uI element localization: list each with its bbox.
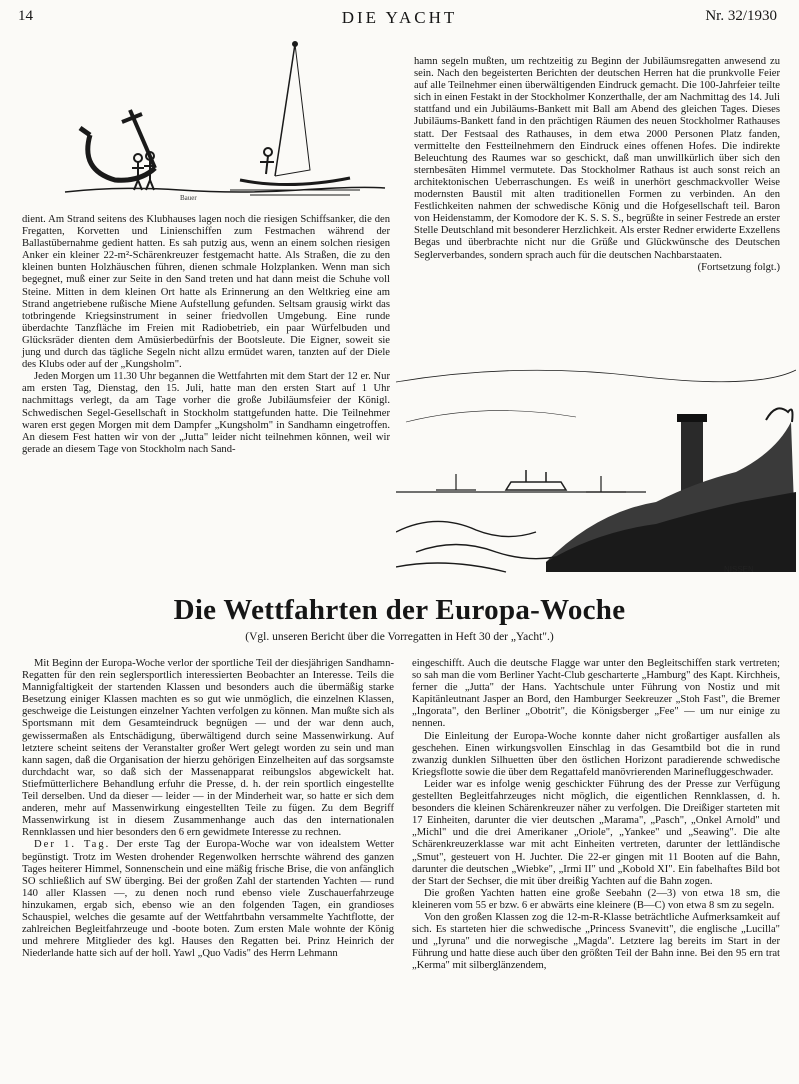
day-label: Der 1. Tag.	[34, 839, 111, 851]
bottom-right-column	[412, 658, 780, 972]
paragraph: eingeschifft. Auch die deutsche Flagge war unter den Begleitschiffen stark vertreten; so sah man die vom Berliner Yacht-Club gescharterte „Hamburg" des Kapt. Kirchheis, ferner die „Jutta" der Hans. Yachtschule unter Führung von Nostiz und mit Kapitänleutnant Jasper an Bord, den Hamburger Seekreuzer „Stoh Fast", die Bremer „Ingorata", den Berliner „Obotrit", die Königsberger „Fee" — um nur einige zu nennen.	[412, 658, 780, 730]
paragraph: Die Einleitung der Europa-Woche konnte daher nicht großartiger ausfallen als geschehen. Einen wirkungsvollen Einschlag in das Gesamtbild bot die in rund zwanzig dunklen Silhuetten über den östlichen Horizont paradierende schwedische Kriegsflotte sowie die über dem Regattafeld manövrierenden Marinefluggeschwader.	[412, 730, 780, 778]
paragraph: Mit Beginn der Europa-Woche verlor der sportliche Teil der diesjährigen Sandhamn-Regatten für den rein seglersportlich interessierten Beobachter an Interesse. Teils die Mannigfaltigkeit der startenden Klassen und besonders auch die übermäßig starke Besetzung einiger Klassen machten es so gut wie unmöglich, die einzelnen Klassen, geschweige die Leistungen einzelner Yachten verfolgen zu können. Man mußte sich als Sportsmann mit dem Gesamteindruck begnügen — und der war denn auch, gewissermaßen als Entschädigung, überwältigend durch seine Massenwirkung. Auf letztere scheint seitens der Veranstalter großer Wert gelegt worden zu sein und man kann sagen, daß die Organisation der hierzu gehörigen Einzelheiten auf das sorgsamste durchdacht war, so daß sich der Massenapparat reibungslos abgewickelt hat. Stiefmütterlichere Behandlung erfuhr die Presse, d. h. der rein sportlich eingestellte Teil derselben. Und da dieser — leider — in der Minderheit war, so hatte er sich dem anderen, mehr auf Massenwirkung eingestellten Teile zu fügen. Zu dem Begriff Massenwirkung ist in diesem Zusammenhange auch das den internationalen Rennklassen und hier besonders den 6 ern gewidmete Interesse zu rechnen.	[22, 658, 394, 839]
continuation-note: (Fortsetzung folgt.)	[697, 261, 780, 273]
sketch-signature: Bauer	[180, 194, 197, 202]
sailing-sketch-illustration	[60, 40, 390, 210]
harbor-signature: NISSEN	[724, 565, 754, 574]
paragraph: dient. Am Strand seitens des Klubhauses lagen noch die riesigen Schiffsanker, die den Fregatten, Korvetten und Linienschiffen zum Festmachen während der Ballastübernahme gedient hatten. Es sah putzig aus, wenn an einem solchen riesigen Anker ein kleiner 22-m²-Schärenkreuzer festgemacht hatte. Als Straßen, die zu den kleinen bunten Holzhäuschen führen, dienen schmale Holzplanken. Wenn man sich begegnet, muß einer zur Seite in den Sand treten und hat dann meist die Schuhe voll Steine. Mitten in dem kleinen Ort hatte als Erinnerung an den Weltkrieg eine am Strand angetriebene rußische Miene Aufstellung gefunden. Seltsam grausig wirkt das totbringende Kriegsinstrument in seiner friedvollen Umgebung. Eine runde überdachte Tanzfläche im Freien mit Radiobetrieb, ein paar Würfelbuden und Glücksräder dienten dem Amüsierbedürfnis der Bootsleute. Die Eigner, soweit sie jung und durch das tägliche Segeln nicht allzu ermüdet waren, tanzten auf der Diele des Klubs oder auf der „Kungsholm".	[22, 214, 390, 371]
article-headline: Die Wettfahrten der Europa-Woche	[173, 594, 626, 626]
paragraph: Die großen Yachten hatten eine große Seebahn (2—3) von etwa 18 sm, die kleineren vom 55 er bzw. 6 er abwärts eine kleinere (B—C) von etwa 8 sm zu segeln.	[412, 887, 780, 911]
harbor-illustration	[396, 362, 796, 582]
top-right-column	[414, 56, 780, 274]
top-left-column	[22, 214, 390, 456]
paragraph: Von den großen Klassen zog die 12-m-R-Klasse beträchtliche Aufmerksamkeit auf sich. Es starteten hier die schwedische „Princess Svanevitt", die englische „Lucilla" und „Iyruna" und die norwegische „Magda". Letztere lag bereits im Start in der Führung und hatte diese auch über den größten Teil der Bahn inne. Bei den 95 ern trat „Kerma" mit silberglänzendem,	[412, 911, 780, 972]
sailboat-anchor-sketch	[60, 40, 390, 210]
harbor-drawing	[396, 362, 796, 582]
paragraph: Der erste Tag der Europa-Woche war von idealstem Wetter begünstigt. Trotz im Westen drohender Regenwolken herrschte während des ganzen Tages heiterer Himmel, Sonnenschein und eine mäßig frische Brise, die von anfänglich SO schließlich auf SW überging. Bei der großen Zahl der startenden Yachten — rund 140 aller Klassen —, zu denen noch rund ebenso viele Zuschauerfahrzeuge hinzukamen, ergab sich, ebenso wie an den folgenden Tagen, ein grandioses Schauspiel, welches die gesamte auf der Wettfahrtbahn versammelte Yachtflotte, der zahlreichen Begleitfahrzeuge und -boote boten. Zum ersten Male wohnte der König und mehrere Mitglieder des kgl. Hauses den Regatten bei. Prinz Heinrich der Niederlande hatte sich auf der holl. Yawl „Quo Vadis" des Herrn Lehmann	[22, 839, 394, 960]
page-number: 14	[18, 8, 33, 24]
paragraph: Leider war es infolge wenig geschickter Führung des der Presse zur Verfügung gestellten Begleitfahrzeuges nicht möglich, die eigentlichen Rennklassen, d. h. besonders die kleinen Schärenkreuzer näher zu verfolgen. Die Dreißiger starteten mit 17 Einheiten, darunter die vier deutschen „Marama", „Pasch", „Onkel Arnold" und „Michl" und die drei Amerikaner „Oriole", „Yankee" und „Seawing". Die alte Schärenkreuzerklasse war mit acht Einheiten vertreten, darunter der lettländische „Smut", gesteuert von H. Juchter. Die 22-er gingen mit 11 Booten auf die Bahn, darunter die deutschen „Wiebke", „Irmi II" und „Kobold XI". Ein fabelhaftes Bild bot der Start der Sechser, die mit über dreißig Yachten auf die Bahn zogen.	[412, 778, 780, 887]
magazine-title: DIE YACHT	[341, 8, 458, 27]
paragraph: Jeden Morgen um 11.30 Uhr begannen die Wettfahrten mit dem Start der 12 er. Nur am ersten Tag, Dienstag, den 15. Juli, hatte man den ersten Start auf 1 Uhr nachmittags verlegt, da am Tage vorher die große Jubiläumsfeier der Königl. Schwedischen Segel-Gesellschaft in Stockholm stattgefunden hatte. Die Teilnehmer waren erst gegen Morgen mit dem Dampfer „Kungsholm" in Sandhamn eingetroffen. An diesem Fest hatten wir von der „Jutta" leider nicht teilnehmen können, weil wir gerade an diesem Tage von Stockholm nach Sand-	[22, 371, 390, 455]
bottom-left-column	[22, 658, 394, 960]
article-subhead: (Vgl. unseren Bericht über die Vorregatten in Heft 30 der „Yacht".)	[245, 631, 554, 643]
paragraph: hamn segeln mußten, um rechtzeitig zu Beginn der Jubiläumsregatten anwesend zu sein. Nach den begeisterten Berichten der deutschen Herren hat die prunkvolle Feier auf alle Teilnehmer einen überwältigenden Eindruck gemacht. Die 100-Jahrfeier teilte sich in einen Festakt in der Stockholmer Konzerthalle, der am Nachmittag des 14. Juli stattfand und ein Jubiläums-Bankett mit Ball am Abend des gleichen Tages. Dieses Jubiläums-Bankett fand in den prächtigen Räumen des neuen Stockholmer Rathauses statt. Der Festsaal des Rathauses, in dem etwa 2000 Personen Platz fanden, vermittelte den Festteilnehmern den Eindruck eines offenen Hofes. Die indirekte Beleuchtung des Raumes war so geschickt, daß man unwillkürlich über sich den sternbesäten Himmel vermutete. Das Stockholmer Rathaus ist auch sonst reich an architektonischen Ueberraschungen. Es weiß in unerhört geschmackvoller Weise modernsten Baustil mit alten traditionellen Formen zu verbinden. An den Festlichkeiten nahmen der schwedische König und die Hofgesellschaft teil. Baron von Heidenstamm, der Komodore der K. S. S. S., begrüßte in seiner Festrede an erster Stelle Deutschland mit besonderer Herzlichkeit. Als erster Redner erwiderte Exzellens Begas und überbrachte nicht nur die Grüße und Glückwünsche des Deutschen Seglerverbandes, sondern sprach auch für die deutschen Nachbarstaaten.	[414, 56, 780, 261]
issue-number: Nr. 32/1930	[705, 8, 777, 24]
